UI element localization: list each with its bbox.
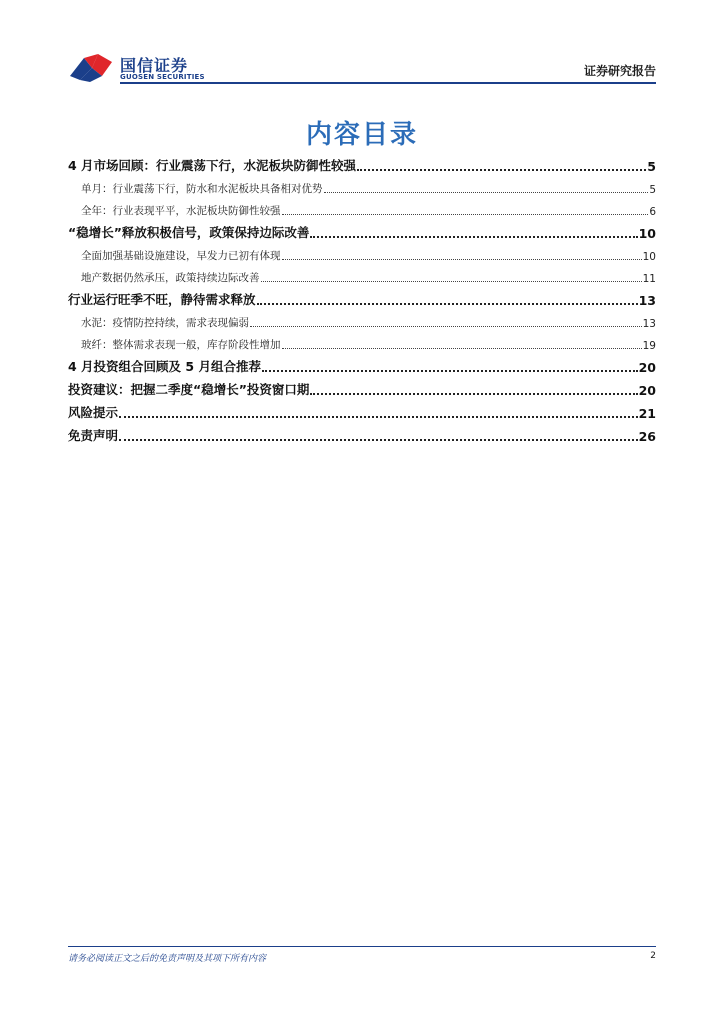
- toc-section-link[interactable]: [68, 424, 656, 447]
- toc-page-number: 5: [647, 159, 656, 174]
- toc-entry-title: 地产数据仍然承压，政策持续边际改善: [81, 272, 260, 284]
- toc-subsection-link[interactable]: [68, 266, 656, 288]
- toc-page-number: 6: [649, 206, 656, 218]
- toc-leader-dots: [119, 438, 638, 441]
- toc-leader-dots: [257, 302, 638, 305]
- table-of-contents: [68, 154, 656, 447]
- toc-section-link[interactable]: [68, 288, 656, 311]
- toc-page-number: 20: [638, 383, 656, 398]
- toc-entry-title: 4 月投资组合回顾及 5 月组合推荐: [68, 359, 261, 374]
- toc-leader-dots: [282, 258, 642, 260]
- toc-entry-title: 免责声明: [68, 428, 119, 443]
- toc-section-link[interactable]: [68, 154, 656, 177]
- toc-title: 内容目录: [305, 120, 418, 150]
- toc-leader-dots: [282, 213, 649, 215]
- report-type-label: 证券研究报告: [583, 64, 656, 78]
- toc-page-number: 13: [638, 293, 656, 308]
- toc-page-number: 10: [638, 226, 656, 241]
- toc-page-number: 26: [638, 429, 656, 444]
- toc-entry-title: 玻纤：整体需求表现一般，库存阶段性增加: [81, 339, 281, 351]
- toc-page-number: 21: [638, 406, 656, 421]
- toc-subsection-link[interactable]: [68, 311, 656, 333]
- header-divider: [120, 82, 656, 84]
- toc-subsection-link[interactable]: [68, 333, 656, 355]
- toc-page-number: 10: [642, 251, 656, 263]
- toc-subsection-link[interactable]: [68, 199, 656, 221]
- guosen-logo-icon: [68, 52, 114, 82]
- toc-section-link[interactable]: [68, 355, 656, 378]
- toc-entry-title: 风险提示: [68, 405, 119, 420]
- toc-page-number: 20: [638, 360, 656, 375]
- toc-leader-dots: [282, 347, 642, 349]
- toc-entry-title: 水泥：疫情防控持续，需求表现偏弱: [81, 317, 249, 329]
- toc-leader-dots: [250, 325, 642, 327]
- page-number: 2: [650, 951, 656, 961]
- toc-entry-title: “稳增长”释放积极信号，政策保持边际改善: [68, 225, 310, 240]
- toc-page-number: 13: [642, 318, 656, 330]
- toc-subsection-link[interactable]: [68, 177, 656, 199]
- toc-page-number: 19: [642, 340, 656, 352]
- toc-entry-title: 全年：行业表现平平，水泥板块防御性较强: [81, 205, 281, 217]
- toc-leader-dots: [324, 191, 649, 193]
- toc-section-link[interactable]: [68, 401, 656, 424]
- logo-chinese-name: 国信证券: [120, 56, 189, 75]
- disclaimer-note: 请务必阅读正文之后的免责声明及其项下所有内容: [68, 954, 267, 964]
- toc-leader-dots: [310, 235, 637, 238]
- toc-entry-title: 4 月市场回顾：行业震荡下行，水泥板块防御性较强: [68, 158, 357, 173]
- toc-page-number: 5: [649, 184, 656, 196]
- toc-entry-title: 单月：行业震荡下行，防水和水泥板块具备相对优势: [81, 183, 323, 195]
- toc-entry-title: 投资建议：把握二季度“稳增长”投资窗口期: [68, 382, 310, 397]
- toc-leader-dots: [261, 280, 642, 282]
- toc-page-number: 11: [642, 273, 656, 285]
- toc-leader-dots: [262, 369, 638, 372]
- toc-entry-title: 全面加强基础设施建设，早发力已初有体现: [81, 250, 281, 262]
- logo-english-name: GUOSEN SECURITIES: [120, 73, 205, 81]
- footer-divider: [68, 946, 656, 947]
- toc-leader-dots: [310, 392, 637, 395]
- toc-section-link[interactable]: [68, 221, 656, 244]
- page-header: [68, 50, 656, 90]
- toc-section-link[interactable]: [68, 378, 656, 401]
- company-logo: [68, 50, 228, 86]
- toc-leader-dots: [357, 168, 646, 171]
- toc-leader-dots: [119, 415, 638, 418]
- toc-subsection-link[interactable]: [68, 244, 656, 266]
- toc-entry-title: 行业运行旺季不旺，静待需求释放: [68, 292, 256, 307]
